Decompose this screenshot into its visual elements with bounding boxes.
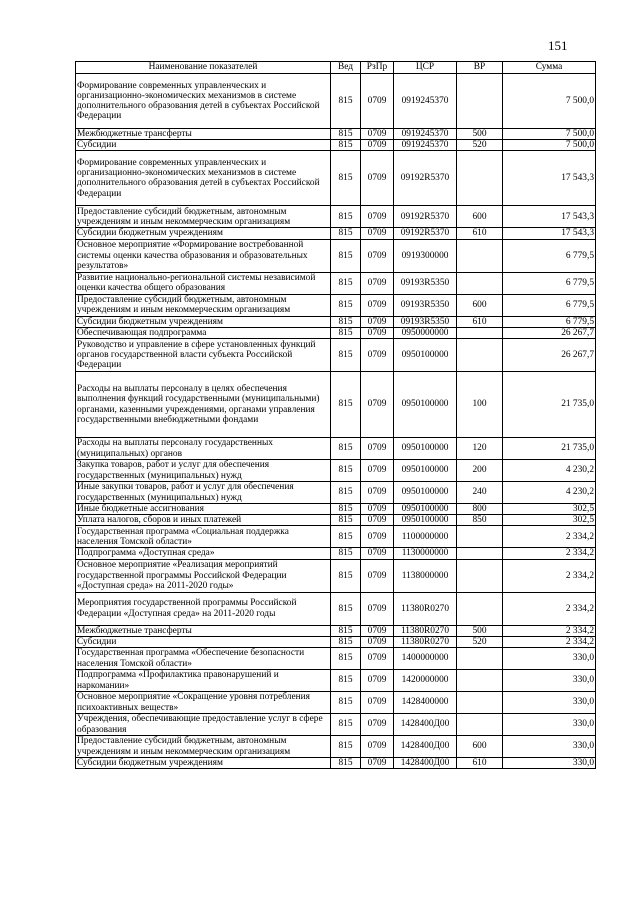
row-rzpr: 0709 bbox=[361, 327, 394, 338]
row-vr bbox=[457, 648, 503, 670]
row-vr: 610 bbox=[457, 758, 503, 769]
table-row bbox=[76, 670, 596, 692]
table-row bbox=[76, 316, 596, 327]
row-ved: 815 bbox=[331, 592, 361, 625]
row-sum: 330,0 bbox=[503, 692, 596, 714]
row-name: Предоставление субсидий бюджетным, автономным учреждениям и иным некоммерческим организациям bbox=[76, 736, 331, 758]
row-sum: 302,5 bbox=[503, 515, 596, 526]
row-csr: 09193R5350 bbox=[394, 316, 457, 327]
row-name: Расходы на выплаты персоналу в целях обеспечения выполнения функций государственными (муниципальными) органами, казенными учреждениями, органами управления государственными внебюджетными фондами bbox=[76, 372, 331, 438]
row-name: Иные закупки товаров, работ и услуг для обеспечения государственных (муниципальных) нужд bbox=[76, 482, 331, 504]
row-name: Субсидии bbox=[76, 636, 331, 647]
row-csr: 1420000000 bbox=[394, 670, 457, 692]
row-sum: 2 334,2 bbox=[503, 548, 596, 559]
row-csr: 11380R0270 bbox=[394, 636, 457, 647]
row-csr: 1428400Д00 bbox=[394, 758, 457, 769]
row-rzpr: 0709 bbox=[361, 228, 394, 239]
row-name: Учреждения, обеспечивающие предоставление услуг в сфере образования bbox=[76, 714, 331, 736]
table-row bbox=[76, 228, 596, 239]
row-name: Развитие национально-региональной системы независимой оценки качества общего образования bbox=[76, 272, 331, 294]
row-name: Иные бюджетные ассигнования bbox=[76, 504, 331, 515]
row-csr: 09192R5370 bbox=[394, 151, 457, 206]
header-rzpr: РзПр bbox=[361, 62, 394, 74]
row-rzpr: 0709 bbox=[361, 316, 394, 327]
table-row bbox=[76, 206, 596, 228]
row-vr bbox=[457, 339, 503, 372]
table-row bbox=[76, 327, 596, 338]
table-row bbox=[76, 648, 596, 670]
header-sum: Сумма bbox=[503, 62, 596, 74]
table-row bbox=[76, 714, 596, 736]
row-csr: 0950100000 bbox=[394, 482, 457, 504]
row-name: Субсидии бюджетным учреждениям bbox=[76, 758, 331, 769]
row-csr: 1428400Д00 bbox=[394, 714, 457, 736]
row-csr: 1400000000 bbox=[394, 648, 457, 670]
row-name: Закупка товаров, работ и услуг для обеспечения государственных (муниципальных) нужд bbox=[76, 460, 331, 482]
row-ved: 815 bbox=[331, 559, 361, 592]
row-name: Основное мероприятие «Сокращение уровня потребления психоактивных веществ» bbox=[76, 692, 331, 714]
row-ved: 815 bbox=[331, 670, 361, 692]
row-sum: 6 779,5 bbox=[503, 272, 596, 294]
row-vr: 240 bbox=[457, 482, 503, 504]
row-csr: 1100000000 bbox=[394, 526, 457, 548]
row-vr: 500 bbox=[457, 625, 503, 636]
row-rzpr: 0709 bbox=[361, 129, 394, 140]
row-name: Мероприятия государственной программы Российской Федерации «Доступная среда» на 2011-2020 годы bbox=[76, 592, 331, 625]
row-vr: 600 bbox=[457, 294, 503, 316]
row-vr: 610 bbox=[457, 228, 503, 239]
row-rzpr: 0709 bbox=[361, 339, 394, 372]
row-vr: 600 bbox=[457, 206, 503, 228]
row-sum: 7 500,0 bbox=[503, 140, 596, 151]
row-csr: 0919300000 bbox=[394, 239, 457, 272]
row-sum: 330,0 bbox=[503, 670, 596, 692]
row-ved: 815 bbox=[331, 316, 361, 327]
row-name: Формирование современных управленческих и организационно-экономических механизмов в системе дополнительного образования детей в субъектах Российской Федерации bbox=[76, 151, 331, 206]
row-vr bbox=[457, 272, 503, 294]
row-csr: 0950100000 bbox=[394, 515, 457, 526]
row-name: Межбюджетные трансферты bbox=[76, 625, 331, 636]
row-ved: 815 bbox=[331, 526, 361, 548]
row-ved: 815 bbox=[331, 372, 361, 438]
row-vr bbox=[457, 714, 503, 736]
row-ved: 815 bbox=[331, 648, 361, 670]
row-csr: 0950100000 bbox=[394, 438, 457, 460]
table-row bbox=[76, 239, 596, 272]
row-ved: 815 bbox=[331, 129, 361, 140]
row-rzpr: 0709 bbox=[361, 74, 394, 129]
row-sum: 7 500,0 bbox=[503, 74, 596, 129]
row-sum: 4 230,2 bbox=[503, 482, 596, 504]
row-vr: 500 bbox=[457, 129, 503, 140]
header-vr: ВР bbox=[457, 62, 503, 74]
row-vr bbox=[457, 548, 503, 559]
row-csr: 0950000000 bbox=[394, 327, 457, 338]
header-name: Наименование показателей bbox=[76, 62, 331, 74]
table-row bbox=[76, 736, 596, 758]
row-vr: 600 bbox=[457, 736, 503, 758]
row-sum: 330,0 bbox=[503, 736, 596, 758]
row-rzpr: 0709 bbox=[361, 636, 394, 647]
page-number: 151 bbox=[548, 38, 568, 53]
table-row bbox=[76, 758, 596, 769]
table-row bbox=[76, 272, 596, 294]
row-sum: 2 334,2 bbox=[503, 526, 596, 548]
row-sum: 6 779,5 bbox=[503, 316, 596, 327]
row-sum: 26 267,7 bbox=[503, 327, 596, 338]
row-rzpr: 0709 bbox=[361, 548, 394, 559]
row-csr: 0950100000 bbox=[394, 504, 457, 515]
row-vr bbox=[457, 239, 503, 272]
row-vr: 120 bbox=[457, 438, 503, 460]
row-sum: 330,0 bbox=[503, 648, 596, 670]
row-sum: 302,5 bbox=[503, 504, 596, 515]
row-name: Государственная программа «Обеспечение безопасности населения Томской области» bbox=[76, 648, 331, 670]
row-sum: 17 543,3 bbox=[503, 228, 596, 239]
row-name: Расходы на выплаты персоналу государственных (муниципальных) органов bbox=[76, 438, 331, 460]
header-csr: ЦСР bbox=[394, 62, 457, 74]
row-rzpr: 0709 bbox=[361, 504, 394, 515]
row-sum: 2 334,2 bbox=[503, 559, 596, 592]
row-rzpr: 0709 bbox=[361, 140, 394, 151]
row-csr: 0950100000 bbox=[394, 372, 457, 438]
row-rzpr: 0709 bbox=[361, 758, 394, 769]
row-sum: 2 334,2 bbox=[503, 592, 596, 625]
row-rzpr: 0709 bbox=[361, 692, 394, 714]
row-csr: 09192R5370 bbox=[394, 228, 457, 239]
row-ved: 815 bbox=[331, 294, 361, 316]
row-sum: 21 735,0 bbox=[503, 438, 596, 460]
row-sum: 4 230,2 bbox=[503, 460, 596, 482]
table-row bbox=[76, 74, 596, 129]
row-name: Формирование современных управленческих и организационно-экономических механизмов в системе дополнительного образования детей в субъектах Российской Федерации bbox=[76, 74, 331, 129]
row-ved: 815 bbox=[331, 482, 361, 504]
row-ved: 815 bbox=[331, 206, 361, 228]
table-row bbox=[76, 339, 596, 372]
table-row bbox=[76, 625, 596, 636]
row-csr: 11380R0270 bbox=[394, 625, 457, 636]
row-rzpr: 0709 bbox=[361, 482, 394, 504]
row-rzpr: 0709 bbox=[361, 151, 394, 206]
row-vr: 100 bbox=[457, 372, 503, 438]
table-row bbox=[76, 460, 596, 482]
row-ved: 815 bbox=[331, 140, 361, 151]
row-csr: 0919245370 bbox=[394, 129, 457, 140]
row-vr: 200 bbox=[457, 460, 503, 482]
row-ved: 815 bbox=[331, 327, 361, 338]
row-vr: 850 bbox=[457, 515, 503, 526]
row-ved: 815 bbox=[331, 272, 361, 294]
table-row bbox=[76, 294, 596, 316]
row-vr bbox=[457, 526, 503, 548]
table-row bbox=[76, 692, 596, 714]
row-ved: 815 bbox=[331, 736, 361, 758]
row-name: Обеспечивающая подпрограмма bbox=[76, 327, 331, 338]
row-vr bbox=[457, 559, 503, 592]
table-row bbox=[76, 515, 596, 526]
row-csr: 09193R5350 bbox=[394, 294, 457, 316]
table-row bbox=[76, 548, 596, 559]
row-rzpr: 0709 bbox=[361, 714, 394, 736]
row-name: Подпрограмма «Доступная среда» bbox=[76, 548, 331, 559]
row-rzpr: 0709 bbox=[361, 239, 394, 272]
row-name: Предоставление субсидий бюджетным, автономным учреждениям и иным некоммерческим организациям bbox=[76, 294, 331, 316]
row-name: Межбюджетные трансферты bbox=[76, 129, 331, 140]
row-sum: 17 543,3 bbox=[503, 206, 596, 228]
row-csr: 0950100000 bbox=[394, 460, 457, 482]
row-ved: 815 bbox=[331, 74, 361, 129]
row-sum: 7 500,0 bbox=[503, 129, 596, 140]
table-row bbox=[76, 526, 596, 548]
row-name: Предоставление субсидий бюджетным, автономным учреждениям и иным некоммерческим организациям bbox=[76, 206, 331, 228]
row-sum: 6 779,5 bbox=[503, 294, 596, 316]
row-vr bbox=[457, 670, 503, 692]
table-header-row bbox=[76, 62, 596, 74]
table-row bbox=[76, 592, 596, 625]
row-ved: 815 bbox=[331, 339, 361, 372]
row-vr bbox=[457, 151, 503, 206]
row-vr: 800 bbox=[457, 504, 503, 515]
row-vr bbox=[457, 592, 503, 625]
row-csr: 0919245370 bbox=[394, 140, 457, 151]
row-rzpr: 0709 bbox=[361, 206, 394, 228]
row-rzpr: 0709 bbox=[361, 625, 394, 636]
row-ved: 815 bbox=[331, 625, 361, 636]
row-rzpr: 0709 bbox=[361, 515, 394, 526]
row-ved: 815 bbox=[331, 636, 361, 647]
row-ved: 815 bbox=[331, 228, 361, 239]
row-rzpr: 0709 bbox=[361, 592, 394, 625]
row-vr: 610 bbox=[457, 316, 503, 327]
row-vr bbox=[457, 327, 503, 338]
row-ved: 815 bbox=[331, 692, 361, 714]
row-csr: 0950100000 bbox=[394, 339, 457, 372]
table-row bbox=[76, 482, 596, 504]
row-csr: 1428400000 bbox=[394, 692, 457, 714]
row-sum: 330,0 bbox=[503, 714, 596, 736]
row-rzpr: 0709 bbox=[361, 460, 394, 482]
row-ved: 815 bbox=[331, 151, 361, 206]
row-rzpr: 0709 bbox=[361, 372, 394, 438]
row-sum: 2 334,2 bbox=[503, 625, 596, 636]
row-ved: 815 bbox=[331, 714, 361, 736]
row-ved: 815 bbox=[331, 239, 361, 272]
row-csr: 09193R5350 bbox=[394, 272, 457, 294]
table-row bbox=[76, 438, 596, 460]
row-vr: 520 bbox=[457, 140, 503, 151]
row-csr: 1130000000 bbox=[394, 548, 457, 559]
row-ved: 815 bbox=[331, 460, 361, 482]
row-vr bbox=[457, 74, 503, 129]
row-sum: 17 543,3 bbox=[503, 151, 596, 206]
row-sum: 21 735,0 bbox=[503, 372, 596, 438]
row-rzpr: 0709 bbox=[361, 559, 394, 592]
table-row bbox=[76, 151, 596, 206]
row-csr: 11380R0270 bbox=[394, 592, 457, 625]
row-ved: 815 bbox=[331, 548, 361, 559]
row-vr: 520 bbox=[457, 636, 503, 647]
row-name: Государственная программа «Социальная поддержка населения Томской области» bbox=[76, 526, 331, 548]
row-name: Подпрограмма «Профилактика правонарушений и наркомании» bbox=[76, 670, 331, 692]
table-row bbox=[76, 559, 596, 592]
row-rzpr: 0709 bbox=[361, 272, 394, 294]
row-sum: 6 779,5 bbox=[503, 239, 596, 272]
row-name: Основное мероприятие «Формирование востребованной системы оценки качества образования и образовательных результатов» bbox=[76, 239, 331, 272]
row-name: Субсидии бюджетным учреждениям bbox=[76, 228, 331, 239]
row-name: Основное мероприятие «Реализация мероприятий государственной программы Российской Федерации «Доступная среда» на 2011-2020 годы» bbox=[76, 559, 331, 592]
table-row bbox=[76, 636, 596, 647]
row-rzpr: 0709 bbox=[361, 438, 394, 460]
row-rzpr: 0709 bbox=[361, 526, 394, 548]
row-rzpr: 0709 bbox=[361, 670, 394, 692]
table-row bbox=[76, 372, 596, 438]
row-name: Субсидии bbox=[76, 140, 331, 151]
header-ved: Вед bbox=[331, 62, 361, 74]
table-row bbox=[76, 504, 596, 515]
table-row bbox=[76, 129, 596, 140]
budget-table bbox=[75, 61, 596, 769]
row-name: Уплата налогов, сборов и иных платежей bbox=[76, 515, 331, 526]
row-ved: 815 bbox=[331, 504, 361, 515]
row-rzpr: 0709 bbox=[361, 648, 394, 670]
row-sum: 2 334,2 bbox=[503, 636, 596, 647]
row-rzpr: 0709 bbox=[361, 736, 394, 758]
row-rzpr: 0709 bbox=[361, 294, 394, 316]
row-sum: 330,0 bbox=[503, 758, 596, 769]
row-name: Руководство и управление в сфере установленных функций органов государственной власти субъекта Российской Федерации bbox=[76, 339, 331, 372]
row-name: Субсидии бюджетным учреждениям bbox=[76, 316, 331, 327]
row-ved: 815 bbox=[331, 515, 361, 526]
row-ved: 815 bbox=[331, 758, 361, 769]
row-csr: 1428400Д00 bbox=[394, 736, 457, 758]
table-row bbox=[76, 140, 596, 151]
row-csr: 09192R5370 bbox=[394, 206, 457, 228]
row-ved: 815 bbox=[331, 438, 361, 460]
row-vr bbox=[457, 692, 503, 714]
row-sum: 26 267,7 bbox=[503, 339, 596, 372]
row-csr: 0919245370 bbox=[394, 74, 457, 129]
row-csr: 1138000000 bbox=[394, 559, 457, 592]
